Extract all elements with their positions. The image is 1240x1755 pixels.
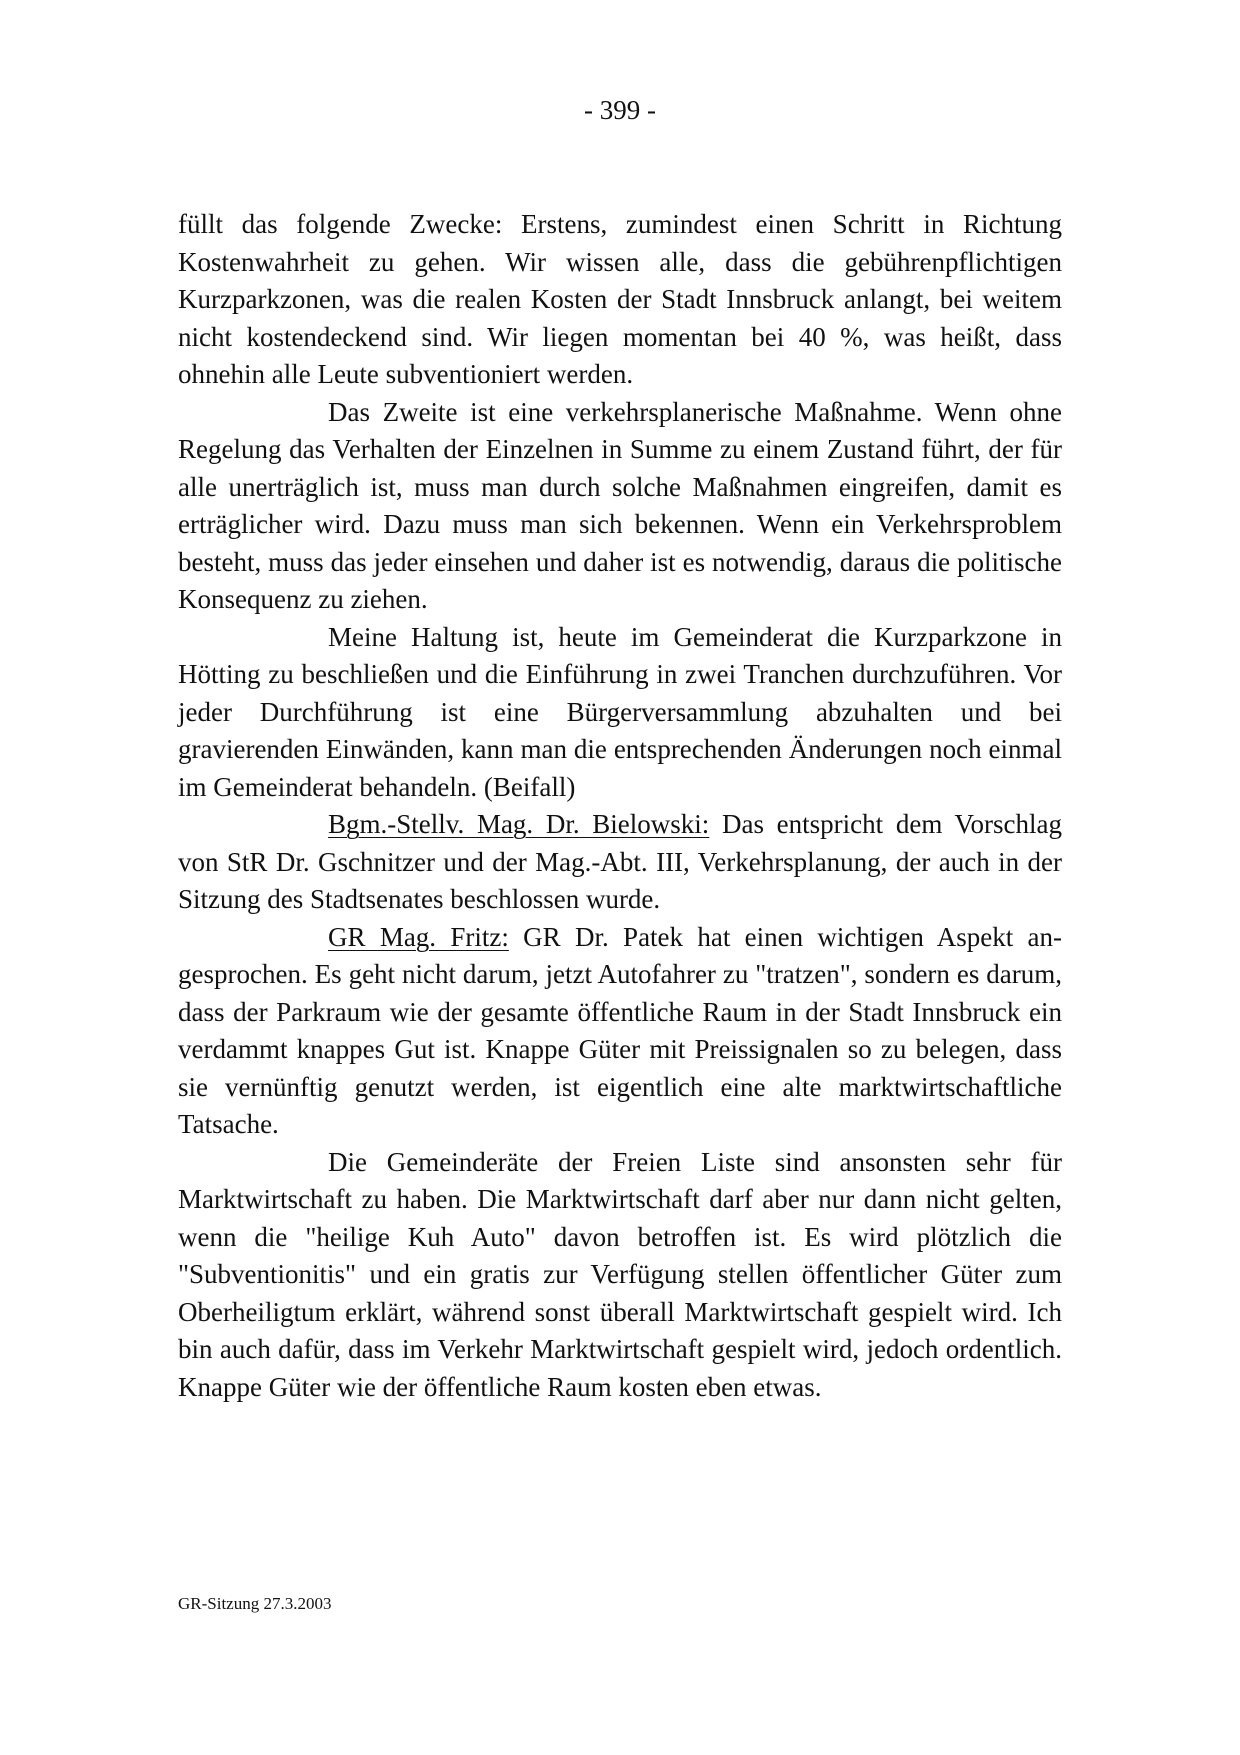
paragraph-1 [178,206,1062,394]
page-number: - 399 - [584,95,656,125]
paragraph-5 [178,919,1062,1144]
paragraph-text: füllt das folgende Zwecke: Erstens, zumindest einen Schritt in Richtung Kostenwahrheit zu gehen. Wir wissen alle, dass die gebührenpflichtigen Kurzparkzonen, was die realen Kosten der Stadt Innsbruck anlangt, bei weitem nicht kostendeckend sind. Wir liegen momentan bei 40 %, was heißt, dass ohnehin alle Leute subventioniert werden. [178,209,1062,389]
paragraph-4 [178,806,1062,919]
paragraph-text: Das entspricht dem Vorschlag von StR Dr. Gschnitzer und der Mag.-Abt. III, Verkehrsplanung, der auch in der Sitzung des Stadtsenates beschlossen wurde. [178,809,1062,914]
paragraph-text: Das Zweite ist eine verkehrsplanerische Maßnahme. Wenn ohne Regelung das Verhalten der Einzelnen in Summe zu einem Zustand führt, der für alle unerträglich ist, muss man durch solche Maßnahmen eingreifen, damit es erträglicher wird. Dazu muss man sich bekennen. Wenn ein Verkehrsproblem besteht, muss das jeder einsehen und daher ist es notwendig, daraus die politische Konsequenz zu ziehen. [178,396,1062,614]
paragraph-3 [178,619,1062,807]
document-body [178,206,1062,1406]
paragraph-text: Die Gemeinderäte der Freien Liste sind ansonsten sehr für Marktwirtschaft zu haben. Die Marktwirtschaft darf aber nur dann nicht gelten, wenn die "heilige Kuh Auto" davon betroffen ist. Es wird plötzlich die "Subventionitis" und ein gratis zur Verfügung stellen öffentlicher Güter zum Oberheiligtum erklärt, während sonst überall Marktwirtschaft gespielt wird. Ich bin auch dafür, dass im Verkehr Marktwirtschaft gespielt wird, jedoch ordentlich. Knappe Güter wie der öffentliche Raum kosten eben etwas. [178,1146,1062,1402]
paragraph-2 [178,394,1062,619]
footer-session-date: GR-Sitzung 27.3.2003 [178,1594,332,1613]
paragraph-text: Meine Haltung ist, heute im Gemeinderat die Kurzparkzone in Hötting zu beschließen und die Einführung in zwei Tranchen durchzuführen. Vor jeder Durchführung ist eine Bürgerversammlung abzuhalten und bei gravierenden Einwänden, kann man die entsprechenden Änderungen noch einmal im Gemeinderat behandeln. (Beifall) [178,621,1062,802]
paragraph-text: GR Dr. Patek hat einen wichtigen Aspekt angesprochen. Es geht nicht darum, jetzt Autofahrer zu "tratzen", sondern es darum, dass der Parkraum wie der gesamte öffentliche Raum in der Stadt Innsbruck ein verdammt knappes Gut ist. Knappe Güter mit Preissignalen so zu belegen, dass sie vernünftig genutzt werden, ist eigentlich eine alte marktwirtschaftliche Tatsache. [178,921,1063,1139]
paragraph-6 [178,1144,1062,1407]
speaker-name: Bgm.-Stellv. Mag. Dr. Bielowski: [328,809,710,839]
speaker-name: GR Mag. Fritz: [328,921,509,952]
